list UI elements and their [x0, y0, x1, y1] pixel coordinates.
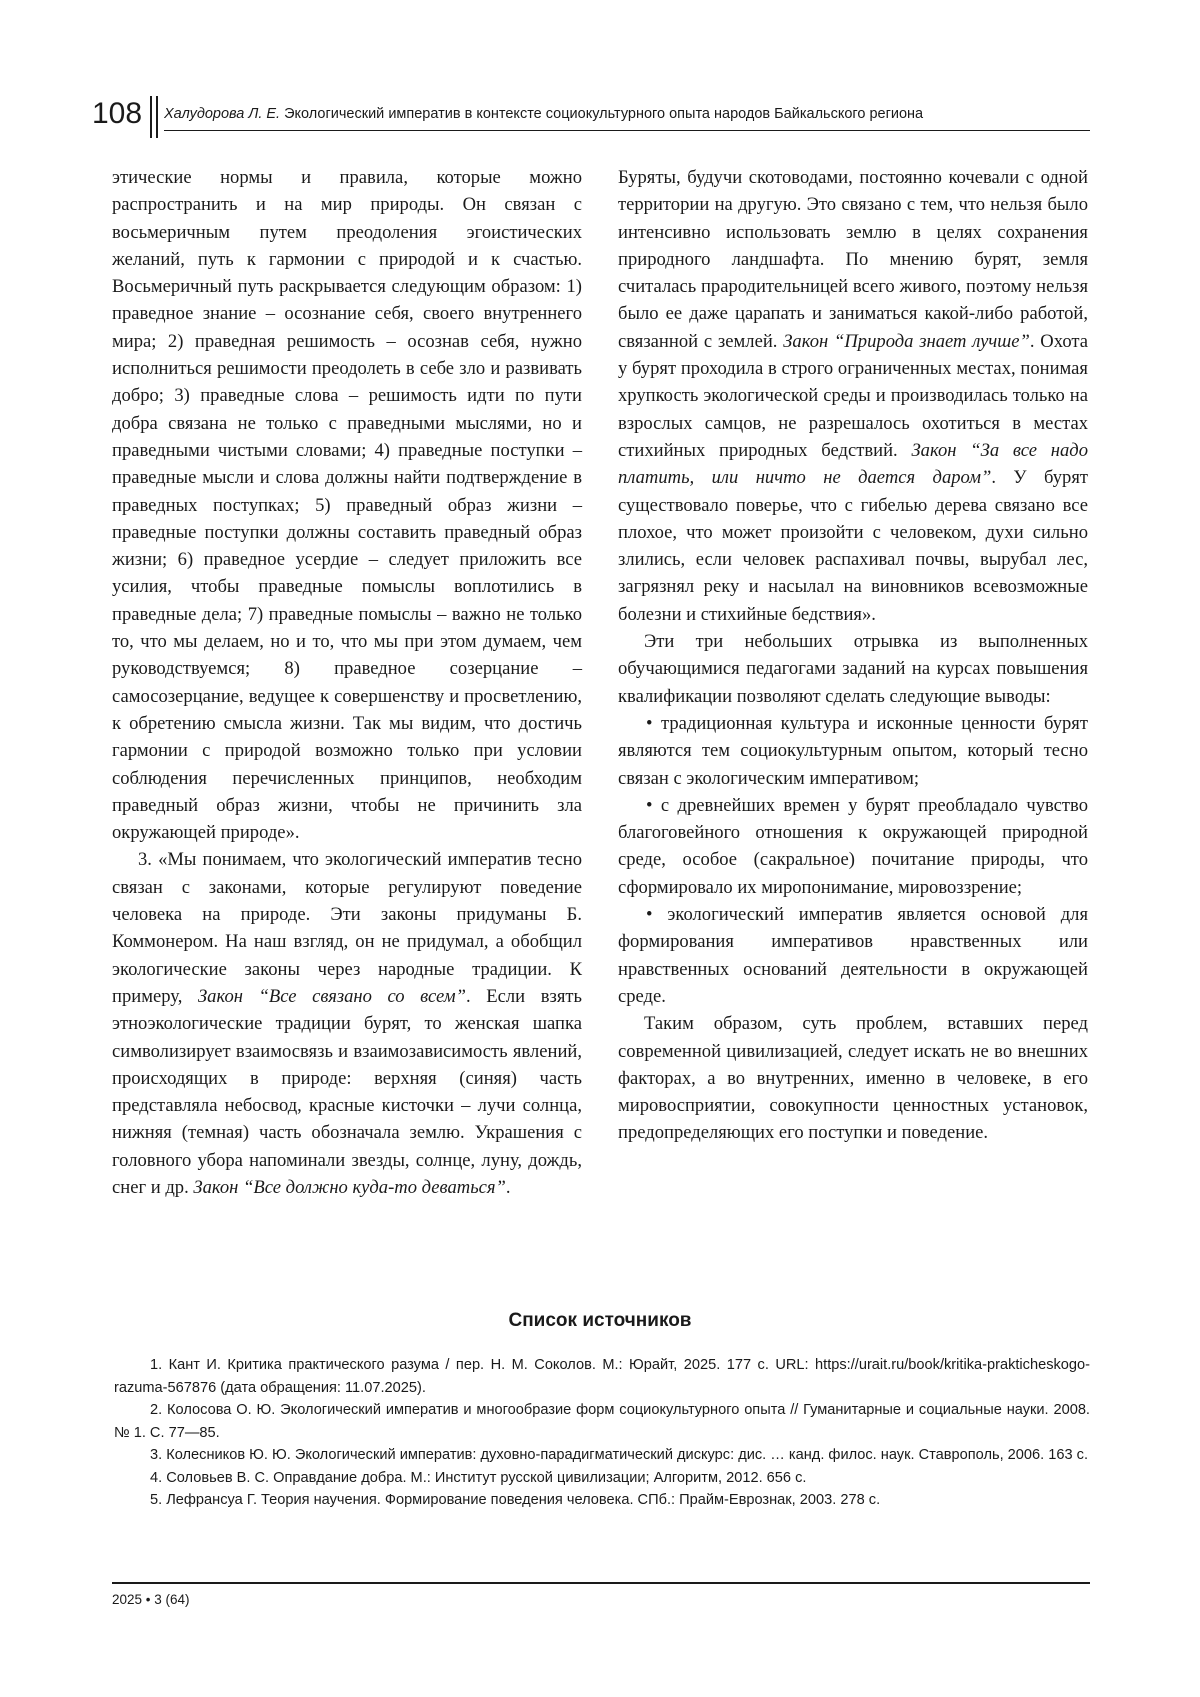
right-paragraph-3: Таким образом, суть проблем, вставших перед современной цивилизацией, следует искать не во внешних факторах, а во внутренних, именно в человеке, в его мировосприятии, совокупности ценностных установок, предопределяющих его поступки и поведение. — [618, 1013, 1088, 1144]
footer-rule — [112, 1582, 1090, 1584]
left-paragraph-2: 3. «Мы понимаем, что экологический императив тесно связан с законами, которые регулируют поведение человека на природе. Эти законы придуманы Б. Коммонером. На наш взгляд, он не придумал, а обобщил экологические законы через народные традиции. К примеру, Закон “Все связано со всем”. Если взять этноэкологические традиции бурят, то женская шапка символизирует взаимосвязь и взаимозависимость явлений, происходящих в природе: верхняя (синяя) часть представляла небосвод, красные кисточки – лучи солнца, нижняя (темная) часть обозначала землю. Украшения с головного убора напоминали звезды, солнце, луну, дождь, снег и др. Закон “Все должно куда-то деваться”. — [112, 849, 582, 1198]
page-number: 108 — [92, 97, 143, 130]
reference-item: 2. Колосова О. Ю. Экологический императив и многообразие форм социокультурного опыта // Гуманитарные и социальные науки. 2008. № 1. С. 77—85. — [114, 1402, 1090, 1441]
reference-item: 3. Колесников Ю. Ю. Экологический императив: духовно-парадигматический дискурс: дис. … канд. филос. наук. Ставрополь, 2006. 163 с. — [150, 1447, 1089, 1463]
running-author: Халудорова Л. Е. — [164, 106, 281, 122]
references-list — [114, 1354, 1090, 1512]
left-paragraph-1: этические нормы и правила, которые можно распространить и на мир природы. Он связан с восьмеричным путем преодоления эгоистических желаний, путь к гармонии с природой и к счастью. Восьмеричный путь раскрывается следующим образом: 1) праведное знание – осознание себя, своего внутреннего мира; 2) праведная решимость – осознав себя, нужно исполниться решимости преодолеть в себе зло и развивать добро; 3) праведные слова – решимость идти по пути добра связана не только с праведными мыслями, но и праведными чистыми словами; 4) праведные поступки – праведные мысли и слова должны найти подтверждение в праведных поступках; 5) праведный образ жизни – праведные поступки должны составить праведный образ жизни; 6) праведное усердие – следует приложить все усилия, чтобы праведные помыслы воплотились в праведные дела; 7) праведные помыслы – важно не только то, что мы делаем, но и то, что мы при этом думаем, чем руководствуемся; 8) праведное созерцание – самосозерцание, ведущее к совершенству и просветлению, к обретению смысла жизни. Так мы видим, что достичь гармонии с природой возможно только при условии соблюдения перечисленных принципов, необходим праведный образ жизни, чтобы не причинить зла окружающей природе». — [112, 167, 582, 844]
right-column — [618, 164, 1088, 1147]
bullet-item: • с древнейших времен у бурят преобладало чувство благоговейного отношения к окружающей природной среде, особое (сакральное) почитание природы, что сформировало их миропонимание, мировоззрение; — [618, 794, 1088, 898]
header-rule — [164, 130, 1090, 131]
issue-footer: 2025 • 3 (64) — [112, 1592, 190, 1607]
reference-item: 1. Кант И. Критика практического разума / пер. Н. М. Соколов. М.: Юрайт, 2025. 177 с. URL: https://urait.ru/book/kritika-prakticheskogo-razuma-567876 (дата обращения: 11.07.2025). — [114, 1357, 1090, 1396]
right-paragraph-2: Эти три небольших отрывка из выполненных обучающимися педагогами заданий на курсах повышения квалификации позволяют сделать следующие выводы: — [618, 631, 1088, 707]
right-paragraph-1: Буряты, будучи скотоводами, постоянно кочевали с одной территории на другую. Это связано с тем, что нельзя было интенсивно использовать землю в целях сохранения природного ландшафта. По мнению бурят, земля считалась прародительницей всего живого, поэтому нельзя было ее даже царапать и заниматься какой-либо работой, связанной с землей. Закон “Природа знает лучше”. Охота у бурят проходила в строго ограниченных местах, понимая хрупкость экологической среды и производилась только на взрослых самцов, не разрешалось охотиться в местах стихийных природных бедствий. Закон “За все надо платить, или ничто не дается даром”. У бурят существовало поверье, что с гибелью дерева связано все плохое, что может произойти с человеком, духи сильно злились, если человек распахивал почвы, вырубал лес, загрязнял реку и насылал на виновников всевозможные болезни и стихийные бедствия». — [618, 167, 1089, 625]
reference-item: 5. Лефрансуа Г. Теория научения. Формирование поведения человека. СПб.: Прайм-Еврознак, 2003. 278 с. — [150, 1492, 881, 1508]
bullet-item: • экологический императив является основой для формирования императивов нравственных или нравственных оснований деятельности в окружающей среде. — [618, 904, 1088, 1007]
references-title: Список источников — [508, 1310, 692, 1331]
running-title — [164, 104, 1090, 124]
running-article-title: Экологический императив в контексте социокультурного опыта народов Байкальского региона — [284, 106, 924, 122]
bullet-item: • традиционная культура и исконные ценности бурят являются тем социокультурным опытом, который тесно связан с экологическим императивом; — [618, 712, 1088, 789]
left-column — [112, 164, 582, 1201]
header-divider — [156, 96, 158, 138]
header-divider — [150, 96, 152, 138]
running-header — [92, 96, 1090, 140]
reference-item: 4. Соловьев В. С. Оправдание добра. М.: Институт русской цивилизации; Алгоритм, 2012. 656 с. — [150, 1469, 807, 1486]
